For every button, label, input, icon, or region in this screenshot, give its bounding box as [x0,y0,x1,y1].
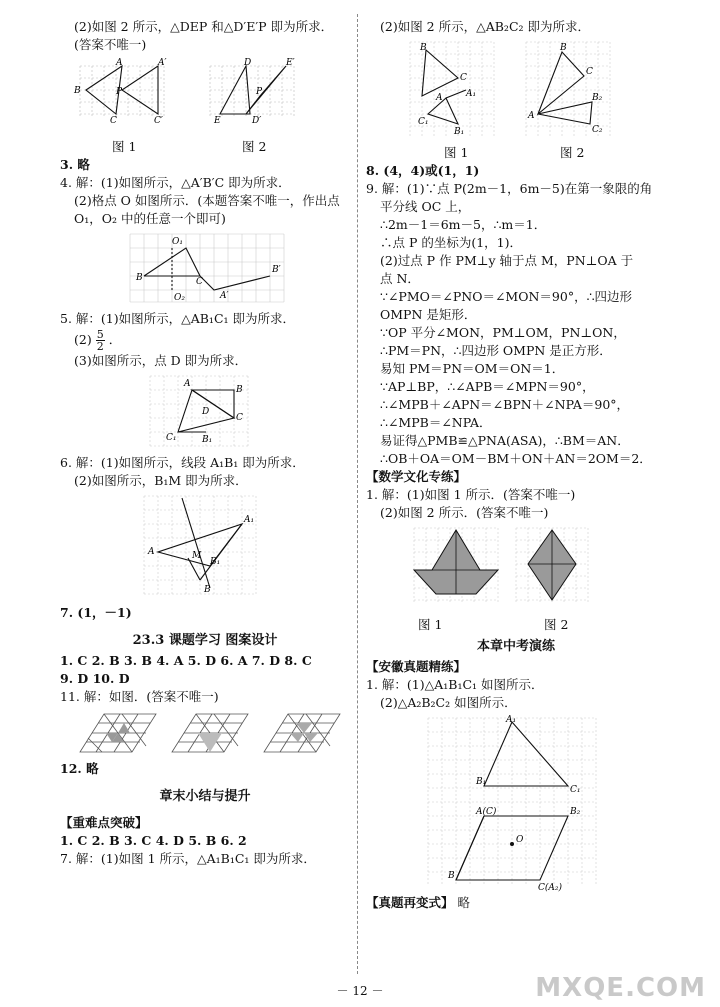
svg-text:D: D [244,58,252,68]
svg-text:A₁: A₁ [244,515,255,525]
svg-text:O₁: O₁ [172,237,183,247]
svg-text:D: D [202,407,210,417]
answer-line: 1. 解：(1)△A₁B₁C₁ 如图所示． [366,677,544,692]
text-line: (2)如图所示，B₁M 即为所求． [74,473,248,488]
subsection-title: 【重难点突破】 [60,815,148,830]
svg-text:A′: A′ [158,58,167,68]
svg-text:B′: B′ [272,265,281,275]
svg-text:A: A [436,93,443,103]
text-line: (3)如图所示，点 D 即为所求． [74,353,248,368]
svg-text:C′: C′ [154,116,163,126]
figure-math-culture [366,524,666,614]
figure-triangle-patterns [60,708,350,758]
answer-line: 9. D 10. D [60,671,130,686]
figure-caption: 图 2 [242,139,267,154]
svg-text:A₁: A₁ [506,715,517,725]
figure-grid-q4 [60,230,350,308]
svg-text:B₂: B₂ [570,807,581,817]
svg-text:P: P [116,87,123,97]
column-divider [357,14,358,974]
figure-caption: 图 1 [112,139,137,154]
answer-line: 5. 解：(1)如图所示，△AB₁C₁ 即为所求． [60,311,295,326]
text-line: ∴∠MPB＋∠APN＝∠BPN＋∠NPA＝90°， [380,397,630,412]
svg-text:O: O [516,835,524,845]
answer-line: 6. 解：(1)如图所示，线段 A₁B₁ 即为所求． [60,455,305,470]
answer-line: 1. C 2. B 3. C 4. D 5. B 6. 2 [60,833,247,848]
variant-text: 略 [457,895,471,910]
text-line: ∵OP 平分∠MON，PM⊥OM，PN⊥ON， [380,325,626,340]
answer-line: 7. (1，－1) [60,605,132,620]
text-line: (2)如图 2 所示．(答案不唯一) [380,505,549,520]
text-line: (2) $\frac{5}{2}$ ． [74,328,122,353]
svg-text:A: A [116,58,123,68]
svg-text:C: C [586,67,593,77]
answer-line [366,894,666,912]
svg-text:E′: E′ [286,58,295,68]
left-column [60,18,350,868]
figure-triangles-1-2 [60,56,310,136]
svg-text:B₁: B₁ [476,777,487,787]
right-column [366,18,666,912]
svg-text:C: C [110,116,117,126]
svg-text:A: A [184,379,191,389]
svg-text:C(A₂): C(A₂) [538,883,563,892]
answer-line: 3. 略 [60,157,90,172]
svg-text:A: A [528,111,535,121]
svg-text:B₂: B₂ [592,93,603,103]
svg-text:A: A [148,547,155,557]
svg-text:C: C [196,277,203,287]
page-number: － 12 － [336,984,384,998]
text-line: (2)△A₂B₂C₂ 如图所示． [380,695,517,710]
text-line: (2)如图 2 所示，△DEP 和△D′E′P 即为所求． [74,19,334,34]
subsection-title: 【安徽真题精练】 [366,659,467,674]
text-line: O₁，O₂ 中的任意一个即可) [74,211,226,226]
svg-text:M: M [192,551,202,561]
answer-line: 9. 解：(1)∵点 P(2m－1，6m－5)在第一象限的角 [366,181,653,196]
section-title: 章末小结与提升 [159,789,251,804]
figure-caption: 图 2 [560,145,585,160]
figure-rotation-1-2 [366,38,666,142]
text-line: ∵AP⊥BP，∴∠APB＝∠MPN＝90°， [380,379,595,394]
answer-line: 4. 解：(1)如图所示，△A′B′C 即为所求． [60,175,291,190]
svg-text:B: B [420,43,427,53]
answer-line: 1. C 2. B 3. B 4. A 5. D 6. A 7. D 8. C [60,653,312,668]
svg-text:A′: A′ [220,291,229,301]
text-line: ∴2m－1＝6m－5，∴m＝1． [380,217,547,232]
svg-text:B: B [448,871,455,881]
svg-text:B: B [204,585,211,595]
svg-text:C₁: C₁ [570,785,581,795]
svg-text:C₂: C₂ [592,125,603,135]
svg-text:B: B [136,273,143,283]
svg-text:B: B [74,86,81,96]
text-line: (2)过点 P 作 PM⊥y 轴于点 M，PN⊥OA 于 [380,253,634,268]
svg-text:C: C [236,413,243,423]
svg-text:A₁: A₁ [466,89,477,99]
text-line: 平分线 OC 上， [380,199,471,214]
subsection-title: 【数学文化专练】 [366,469,467,484]
figure-anhui-grid [366,714,666,892]
svg-text:E: E [214,116,221,126]
figure-caption: 图 2 [544,617,569,632]
text-line: ∴OB＋OA＝OM－BM＋ON＋AN＝2OM＝2． [380,451,652,466]
text-line: ∵∠PMO＝∠PNO＝∠MON＝90°，∴四边形 [380,289,633,304]
svg-text:A(C): A(C) [476,807,497,817]
answer-line: 1. 解：(1)如图 1 所示．(答案不唯一) [366,487,576,502]
text-line: 易证得△PMB≌△PNA(ASA)，∴BM＝AN． [380,433,630,448]
answer-line: 8. (4，4)或(1，1) [366,163,480,178]
svg-text:O₂: O₂ [174,293,185,303]
svg-text:B₁: B₁ [210,557,221,567]
answer-line: 12. 略 [60,761,99,776]
svg-text:C₁: C₁ [166,433,177,443]
svg-text:D′: D′ [252,116,262,126]
text-line: ∴点 P 的坐标为(1，1)． [380,235,523,250]
figure-grid-q5 [60,372,350,452]
svg-text:B: B [236,385,243,395]
text-line: (2)格点 O 如图所示．(本题答案不唯一，作出点 [74,193,340,208]
text-line: (2)如图 2 所示，△AB₂C₂ 即为所求． [380,19,590,34]
watermark-logo: MXQE.COM [535,973,706,1003]
svg-text:C: C [460,73,467,83]
text-line: 点 N． [380,271,420,286]
svg-text:B₁: B₁ [454,127,465,137]
svg-text:B: B [560,43,567,53]
figure-caption: 图 1 [444,145,469,160]
svg-text:P: P [256,87,263,97]
fraction: $\frac{5}{2}$ [96,328,104,353]
section-title: 本章中考演练 [476,639,555,654]
variant-tag: 【真题再变式】 [366,895,454,910]
text-line: (答案不唯一) [74,37,147,52]
figure-caption: 图 1 [418,617,443,632]
text-line: ∴∠MPB＝∠NPA． [380,415,492,430]
svg-text:C₁: C₁ [418,117,429,127]
svg-text:B₁: B₁ [202,435,213,445]
answer-line: 7. 解：(1)如图 1 所示，△A₁B₁C₁ 即为所求． [60,851,316,866]
text-line: 易知 PM＝PN＝OM＝ON＝1． [380,361,565,376]
figure-grid-q6 [60,492,350,602]
section-title: 23.3 课题学习 图案设计 [132,633,278,648]
text-line: OMPN 是矩形． [380,307,477,322]
answer-line: 11. 解：如图．(答案不唯一) [60,689,219,704]
text-line: ∴PM＝PN，∴四边形 OMPN 是正方形． [380,343,612,358]
